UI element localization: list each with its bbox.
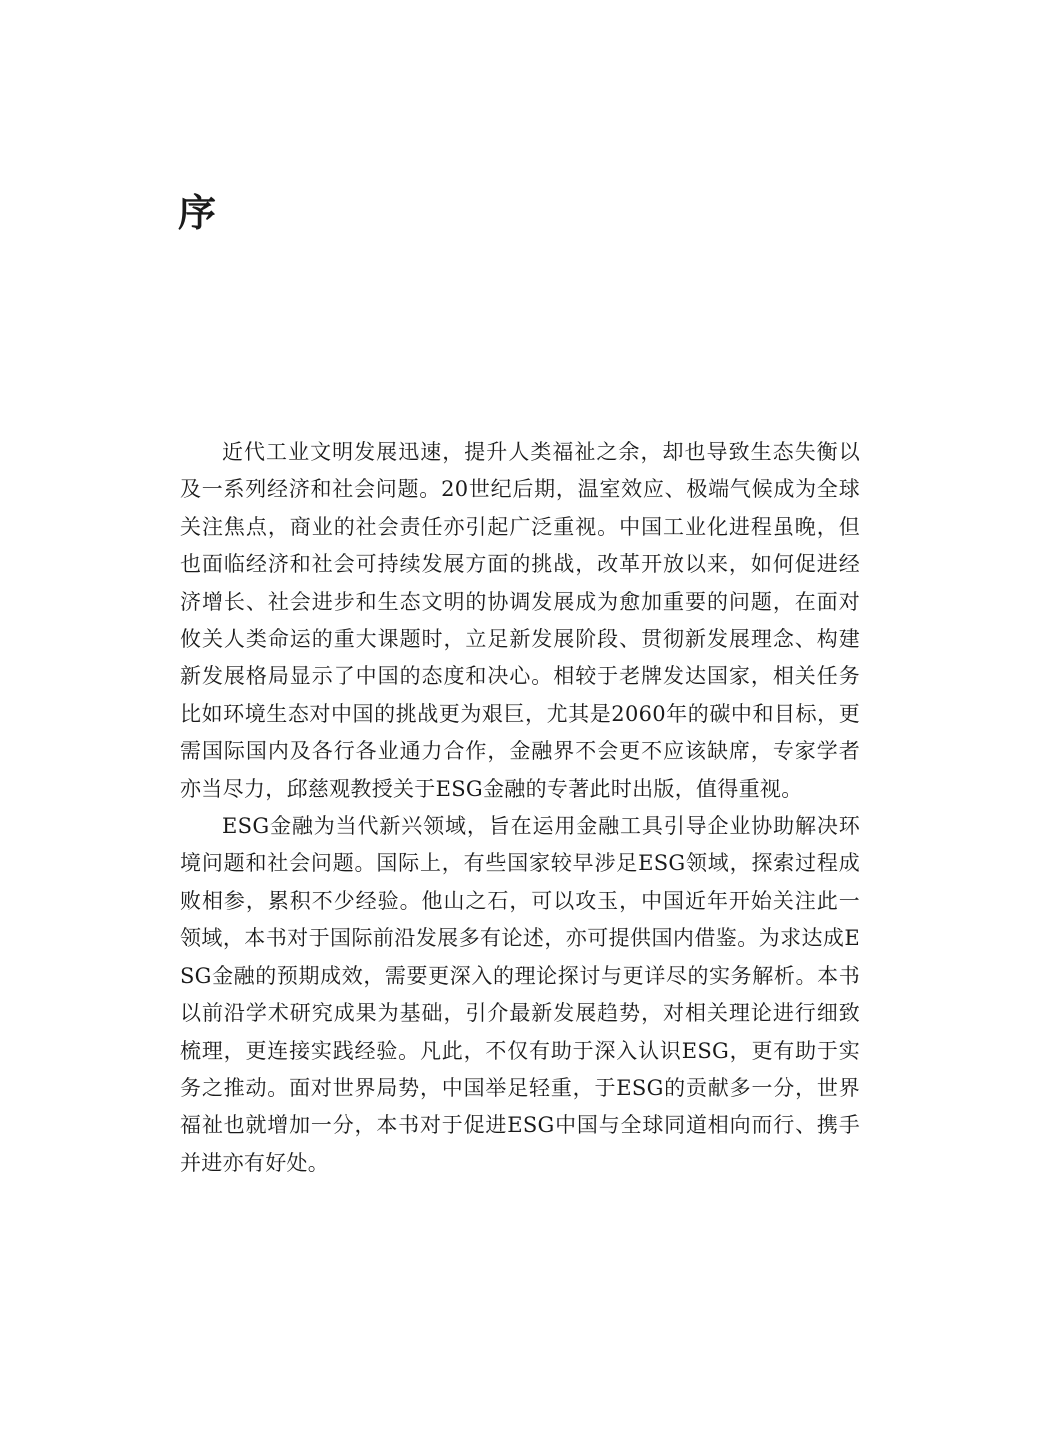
paragraph-2: ESG金融为当代新兴领域，旨在运用金融工具引导企业协助解决环境问题和社会问题。国际上，有些国家较早涉足ESG领域，探索过程成败相参，累积不少经验。他山之石，可以攻玉，中国近年开始关注此一领域，本书对于国际前沿发展多有论述，亦可提供国内借鉴。为求达成ESG金融的预期成效，需要更深入的理论探讨与更详尽的实务解析。本书以前沿学术研究成果为基础，引介最新发展趋势，对相关理论进行细致梳理，更连接实践经验。凡此，不仅有助于深入认识ESG，更有助于实务之推动。面对世界局势，中国举足轻重，于ESG的贡献多一分，世界福祉也就增加一分，本书对于促进ESG中国与全球同道相向而行、携手并进亦有好处。 [180, 814, 860, 1175]
body-text [180, 434, 860, 1182]
paragraph-1: 近代工业文明发展迅速，提升人类福祉之余，却也导致生态失衡以及一系列经济和社会问题。20世纪后期，温室效应、极端气候成为全球关注焦点，商业的社会责任亦引起广泛重视。中国工业化进程虽晚，但也面临经济和社会可持续发展方面的挑战，改革开放以来，如何促进经济增长、社会进步和生态文明的协调发展成为愈加重要的问题，在面对攸关人类命运的重大课题时，立足新发展阶段、贯彻新发展理念、构建新发展格局显示了中国的态度和决心。相较于老牌发达国家，相关任务比如环境生态对中国的挑战更为艰巨，尤其是2060年的碳中和目标，更需国际国内及各行各业通力合作，金融界不会更不应该缺席，专家学者亦当尽力，邱慈观教授关于ESG金融的专著此时出版，值得重视。 [180, 440, 860, 801]
page-title: 序 [178, 190, 217, 235]
